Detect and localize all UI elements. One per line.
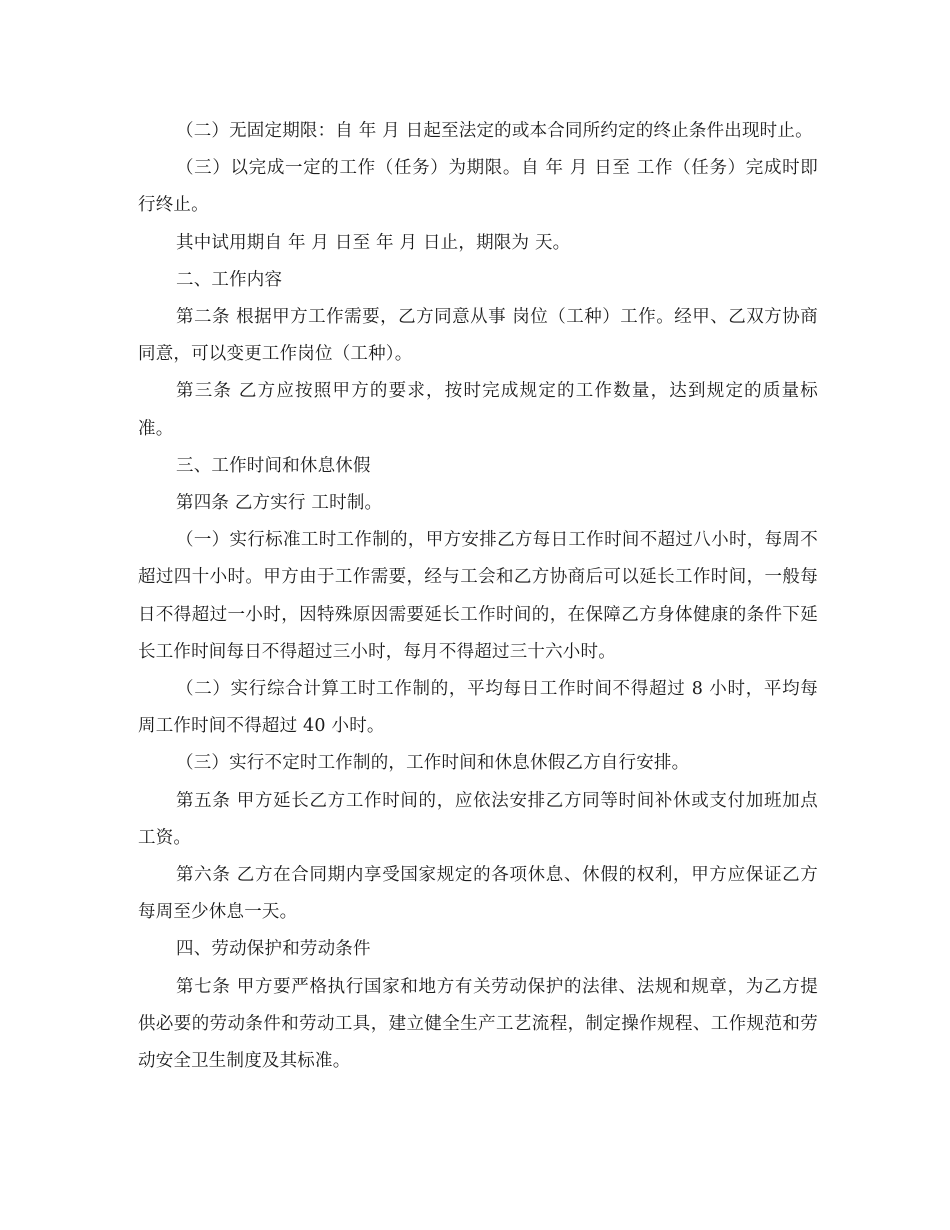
article-3: 第三条 乙方应按照甲方的要求，按时完成规定的工作数量，达到规定的质量标准。 — [138, 381, 818, 439]
article-4-item-3: （三）实行不定时工作制的，工作时间和休息休假乙方自行安排。 — [176, 753, 690, 774]
paragraph-term-indefinite: （二）无固定期限：自 年 月 日起至法定的或本合同所约定的终止条件出现时止。 — [176, 121, 813, 141]
section-heading-labor-protection: 四、劳动保护和劳动条件 — [176, 939, 371, 960]
section-heading-work-content: 二、工作内容 — [176, 269, 283, 290]
article-4: 第四条 乙方实行 工时制。 — [176, 493, 383, 514]
document-body — [138, 113, 818, 1080]
article-7: 第七条 甲方要严格执行国家和地方有关劳动保护的法律、法规和规章，为乙方提供必要的劳动条件和劳动工具，建立健全生产工艺流程，制定操作规程、工作规范和劳动安全卫生制度及其标准。 — [138, 976, 818, 1072]
paragraph-probation: 其中试用期自 年 月 日至 年 月 日止，期限为 天。 — [176, 232, 571, 253]
article-2: 第二条 根据甲方工作需要，乙方同意从事 岗位（工种）工作。经甲、乙双方协商同意，可以变更工作岗位（工种）。 — [138, 307, 818, 365]
paragraph-term-task-based: （三）以完成一定的工作（任务）为期限。自 年 月 日至 工作（任务）完成时即行终止。 — [138, 158, 818, 216]
article-5: 第五条 甲方延长乙方工作时间的，应依法安排乙方同等时间补休或支付加班加点工资。 — [138, 790, 818, 848]
article-4-item-2: （二）实行综合计算工时工作制的，平均每日工作时间不得超过 8 小时，平均每周工作时间不得超过 40 小时。 — [138, 679, 818, 737]
article-4-item-1: （一）实行标准工时工作制的，甲方安排乙方每日工作时间不超过八小时，每周不超过四十小时。甲方由于工作需要，经与工会和乙方协商后可以延长工作时间，一般每日不得超过一小时，因特殊原因需要延长工作时间的，在保障乙方身体健康的条件下延长工作时间每日不得超过三小时，每月不得超过三十六小时。 — [138, 530, 818, 662]
section-heading-working-hours: 三、工作时间和休息休假 — [176, 455, 371, 476]
article-6: 第六条 乙方在合同期内享受国家规定的各项休息、休假的权利，甲方应保证乙方每周至少休息一天。 — [138, 865, 818, 923]
